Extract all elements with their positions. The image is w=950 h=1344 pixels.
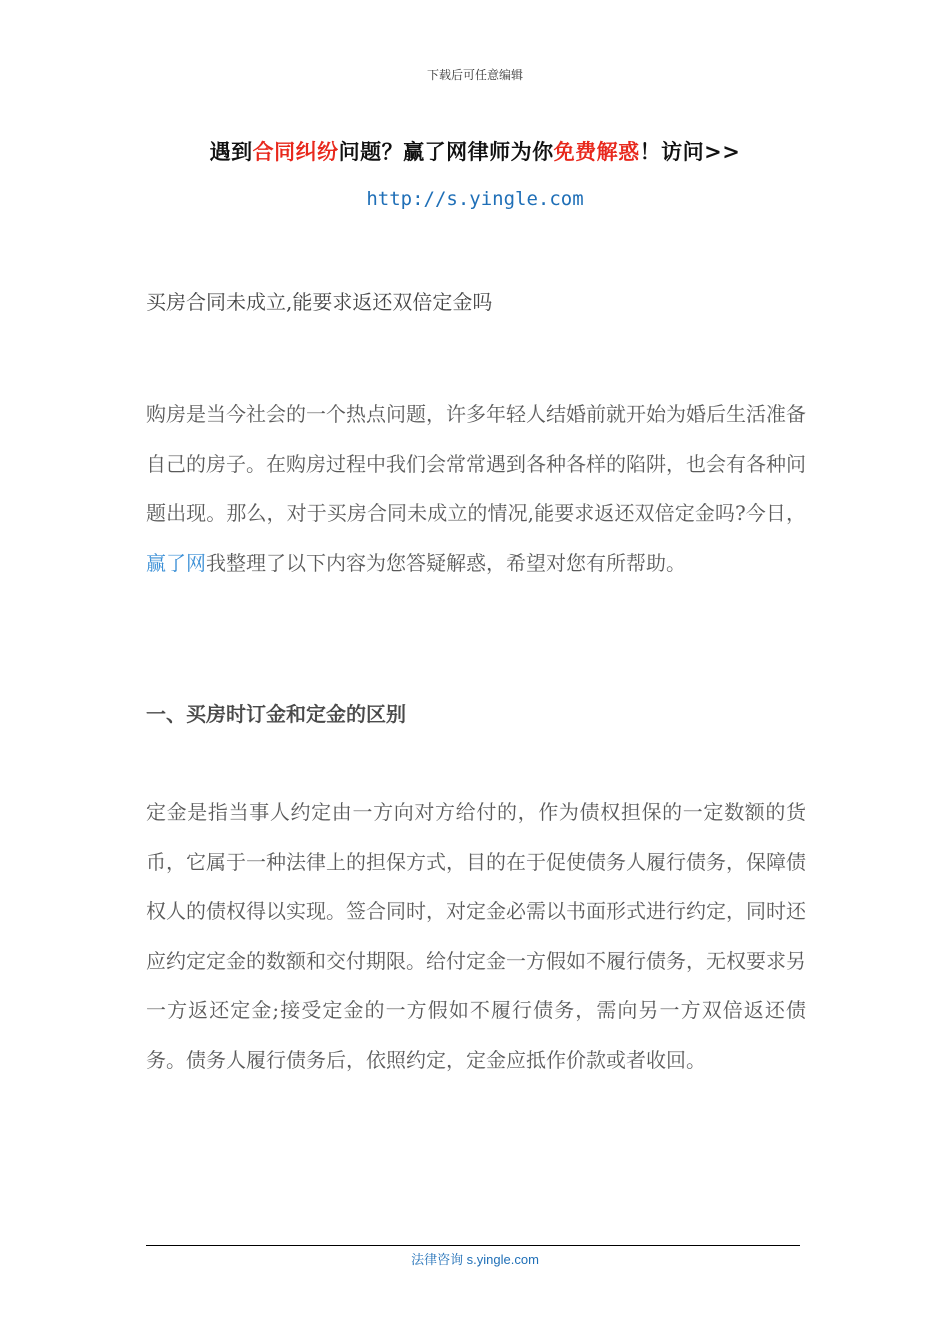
promo-url-link[interactable]: http://s.yingle.com bbox=[366, 188, 584, 210]
section-heading: 一、买房时订金和定金的区别 bbox=[146, 702, 406, 726]
intro-text-after-link: 我整理了以下内容为您答疑解惑，希望对您有所帮助。 bbox=[206, 550, 686, 575]
section-body-paragraph: 定金是指当事人约定由一方向对方给付的，作为债权担保的一定数额的货币，它属于一种法律上的担保方式，目的在于促使债务人履行债务，保障债权人的债权得以实现。签合同时，对定金必需以书面形式进行约定，同时还应约定定金的数额和交付期限。给付定金一方假如不履行债务，无权要求另一方返还定金;接受定金的一方假如不履行债务，需向另一方双倍返还债务。债务人履行债务后，依照约定，定金应抵作价款或者收回。 bbox=[146, 800, 806, 1072]
promo-highlight-free-answer: 免费解惑 bbox=[553, 139, 640, 164]
promo-banner[interactable] bbox=[0, 136, 950, 166]
promo-text-3: ！访问>> bbox=[639, 139, 741, 164]
footer-divider bbox=[146, 1245, 800, 1246]
promo-text-1: 遇到 bbox=[209, 139, 253, 164]
page-header-note: 下载后可任意编辑 bbox=[426, 68, 523, 82]
yingle-link[interactable]: 赢了网 bbox=[146, 550, 206, 575]
footer-link[interactable]: 法律咨询 s.yingle.com bbox=[411, 1252, 539, 1267]
promo-highlight-contract-dispute: 合同纠纷 bbox=[252, 139, 339, 164]
document-title: 买房合同未成立,能要求返还双倍定金吗 bbox=[146, 290, 493, 314]
intro-paragraph bbox=[146, 390, 806, 588]
promo-text-2: 问题？赢了网律师为你 bbox=[338, 139, 554, 164]
intro-text-before-link: 购房是当今社会的一个热点问题，许多年轻人结婚前就开始为婚后生活准备自己的房子。在购房过程中我们会常常遇到各种各样的陷阱，也会有各种问题出现。那么，对于买房合同未成立的情况,能要求返还双倍定金吗?今日， bbox=[146, 402, 806, 525]
